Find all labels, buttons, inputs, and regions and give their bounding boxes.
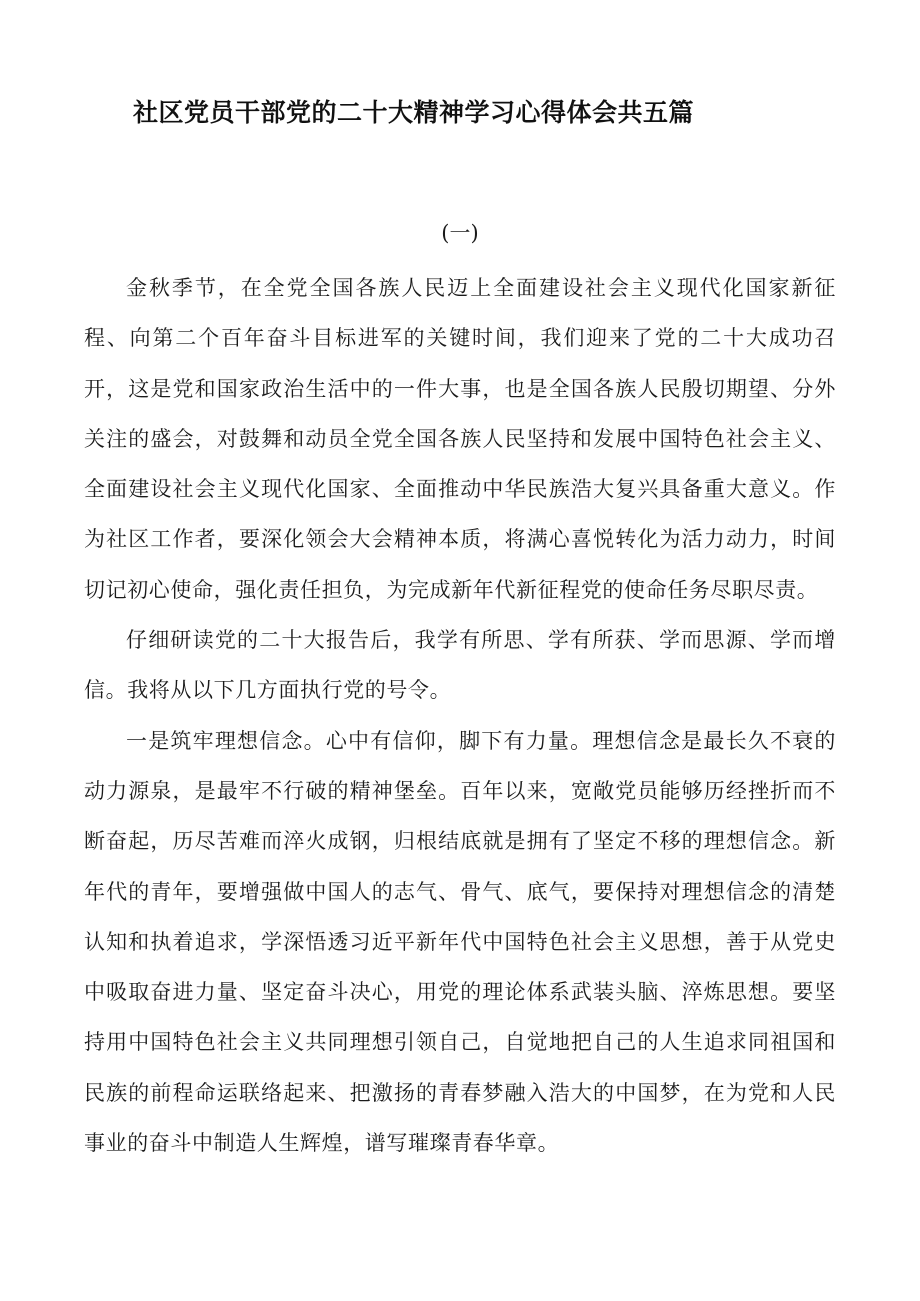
document-title: 社区党员干部党的二十大精神学习心得体会共五篇 (133, 98, 695, 127)
paragraph: 仔细研读党的二十大报告后，我学有所思、学有所获、学而思源、学而增信。我将从以下几方面执行党的号令。 (84, 628, 836, 703)
paragraph: 一是筑牢理想信念。心中有信仰，脚下有力量。理想信念是最长久不衰的动力源泉，是最牢不行破的精神堡垒。百年以来，宽敞党员能够历经挫折而不断奋起，历尽苦难而淬火成钢，归根结底就是拥有了坚定不移的理想信念。新年代的青年，要增强做中国人的志气、骨气、底气，要保持对理想信念的清楚认知和执着追求，学深悟透习近平新年代中国特色社会主义思想，善于从党史中吸取奋进力量、坚定奋斗决心，用党的理论体系武装头脑、淬炼思想。要坚持用中国特色社会主义共同理想引领自己，自觉地把自己的人生追求同祖国和民族的前程命运联络起来、把激扬的青春梦融入浩大的中国梦，在为党和人民事业的奋斗中制造人生辉煌，谱写璀璨青春华章。 (84, 728, 836, 1156)
document-body (84, 263, 836, 1168)
section-number: (一) (441, 221, 479, 245)
paragraph: 金秋季节，在全党全国各族人民迈上全面建设社会主义现代化国家新征程、向第二个百年奋斗目标进军的关键时间，我们迎来了党的二十大成功召开，这是党和国家政治生活中的一件大事，也是全国各族人民殷切期望、分外关注的盛会，对鼓舞和动员全党全国各族人民坚持和发展中国特色社会主义、全面建设社会主义现代化国家、全面推动中华民族浩大复兴具备重大意义。作为社区工作者，要深化领会大会精神本质，将满心喜悦转化为活力动力，时间切记初心使命，强化责任担负，为完成新年代新征程党的使命任务尽职尽责。 (84, 276, 836, 602)
